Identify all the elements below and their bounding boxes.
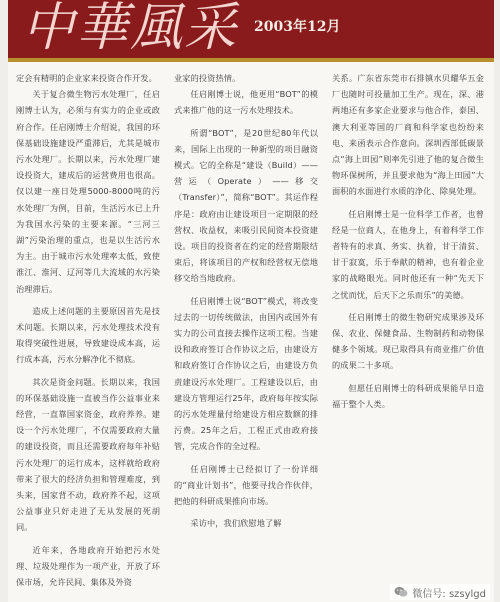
article-column-1 <box>16 70 160 600</box>
article-paragraph: 任启刚博士已经拟订了一份详细的“商业计划书”，他要寻找合作伙伴，把他的科研成果推向市场。 <box>174 463 318 507</box>
wechat-icon <box>394 586 408 598</box>
article-column-2 <box>174 70 318 600</box>
article-paragraph: 其次是资金问题。长期以来，我国的环保基础设施一直被当作公益事业来经营，一直靠国家资金，政府养养。建设一个污水处理厂，不仅需要政府大量的建设投资，而且还需要政府每年补贴污水处理厂的运行成本，这样就给政府带来了很大的经济负担和管理难度，到头来，国家背不动，政府养不起，这项公益事业只好走进了无从发展的死胡同。 <box>16 376 160 533</box>
article-paragraph: 造成上述问题的主要原因首先是技术问题。长期以来，污水处理技术没有取得突破性进展，导致建设成本高，运行成本高，污水分解净化不彻底。 <box>16 305 160 365</box>
article-paragraph: 关于复合微生物污水处理厂，任启刚博士认为，必须与有实力的企业或政府合作。任启刚博士介绍说，我国的环保基础设施建设严重滞后，尤其是城市污水处理厂。长期以来，污水处理厂建设投资大，建成后的运营费用也很高。仅以建一座日处理5000-8000吨的污水处理厂为例，目前，生活污水已上升为我国水污染的主要来源。“三河三湖”污染治理的重点，也是以生活污水为主。由于城市污水处理率太低，致使淮江、淮河、辽河等几大流域的水污染治理滞后。 <box>16 89 160 294</box>
article-paragraph: 任启刚博士是一位科学工作者，也曾经是一位商人，在他身上，有着科学工作者特有的求真、务实、执着，甘于清贫、甘于寂寞，乐于奉献的精神，也有着企业家的战略眼光。同时他还有一种“先天下之忧而忧，后天下之乐而乐”的美德。 <box>332 208 484 300</box>
article-paragraph: 采访中，我们欣慰地了解 <box>190 518 282 529</box>
article-paragraph: 关系。广东省东莞市石排镇水贝耀华五金厂也随时可投量加工生产。现在，深、港两地还有多家企业要求与他合作，泰国、澳大利亚等国的厂商和科学家也纷纷来电、来函表示合作意向。深圳西部低碳景点“海上田园”则率先引进了他的复合微生物环保树所，并且要求他为“海上田园”大面积的水面进行水质的净化、除臭处理。 <box>332 73 484 197</box>
article-paragraph: 所谓“BOT”，是20世纪80年代以来，国际上出现的一种新型的项目融资模式。它的全称是“建设（Build）——营运（Operate）——移交（Transfer）”，简称“BOT”。其运作程序是：政府由让建设项目一定期限的经营权、收益权，来吸引民间资本投资建设。项目的投资者在约定的经营期限结束后，将该项目的产权和经营权无偿地移交给当地政府。 <box>174 127 318 284</box>
article-column-3 <box>332 70 484 600</box>
article-paragraph: 任启刚博士说“BOT”模式，将改变过去的一切传统做法，由国内或国外有实力的公司直接去操作这项工程。当建设和政府签订合作协议之后，由建设方和政府签订合作协议之后，由建设方负责建设污水处理厂。工程建设以后，由建设方管理运行25年，政府每年按实际的污水处理量付给建设方相应数额的排污费。25年之后，工程正式由政府接管，完成合作的全过程。 <box>174 295 318 452</box>
article-paragraph: 任启刚博士的微生物研究成果涉及环保、农业、保健食品、生物制药和动物保健多个领域。现已取得具有商业推广价值的成果二十多项。 <box>332 311 484 371</box>
magazine-page <box>8 0 494 602</box>
article-paragraph: 任启刚博士说，他更用“BOT”的模式来推广他的这一污水处理技术。 <box>174 89 318 116</box>
issue-date: 2003年12月 <box>254 19 341 35</box>
article-paragraph: 定会有精明的企业家来投资合作开发。 <box>16 73 157 83</box>
wechat-watermark <box>390 584 490 600</box>
masthead-banner <box>8 0 494 62</box>
article-paragraph: 近年来，各地政府开始把污水处理、垃圾处理作为一项产业，开放了环保市场，允许民间、集体及外资 <box>16 544 160 588</box>
article-paragraph: 但愿任启刚博士的科研成果能早日造福于整个人类。 <box>332 382 484 409</box>
magazine-logo: 中華風采 <box>22 0 239 58</box>
article-paragraph: 业家的投资热情。 <box>174 73 241 83</box>
watermark-text: 微信号: szsylgd <box>412 588 486 600</box>
